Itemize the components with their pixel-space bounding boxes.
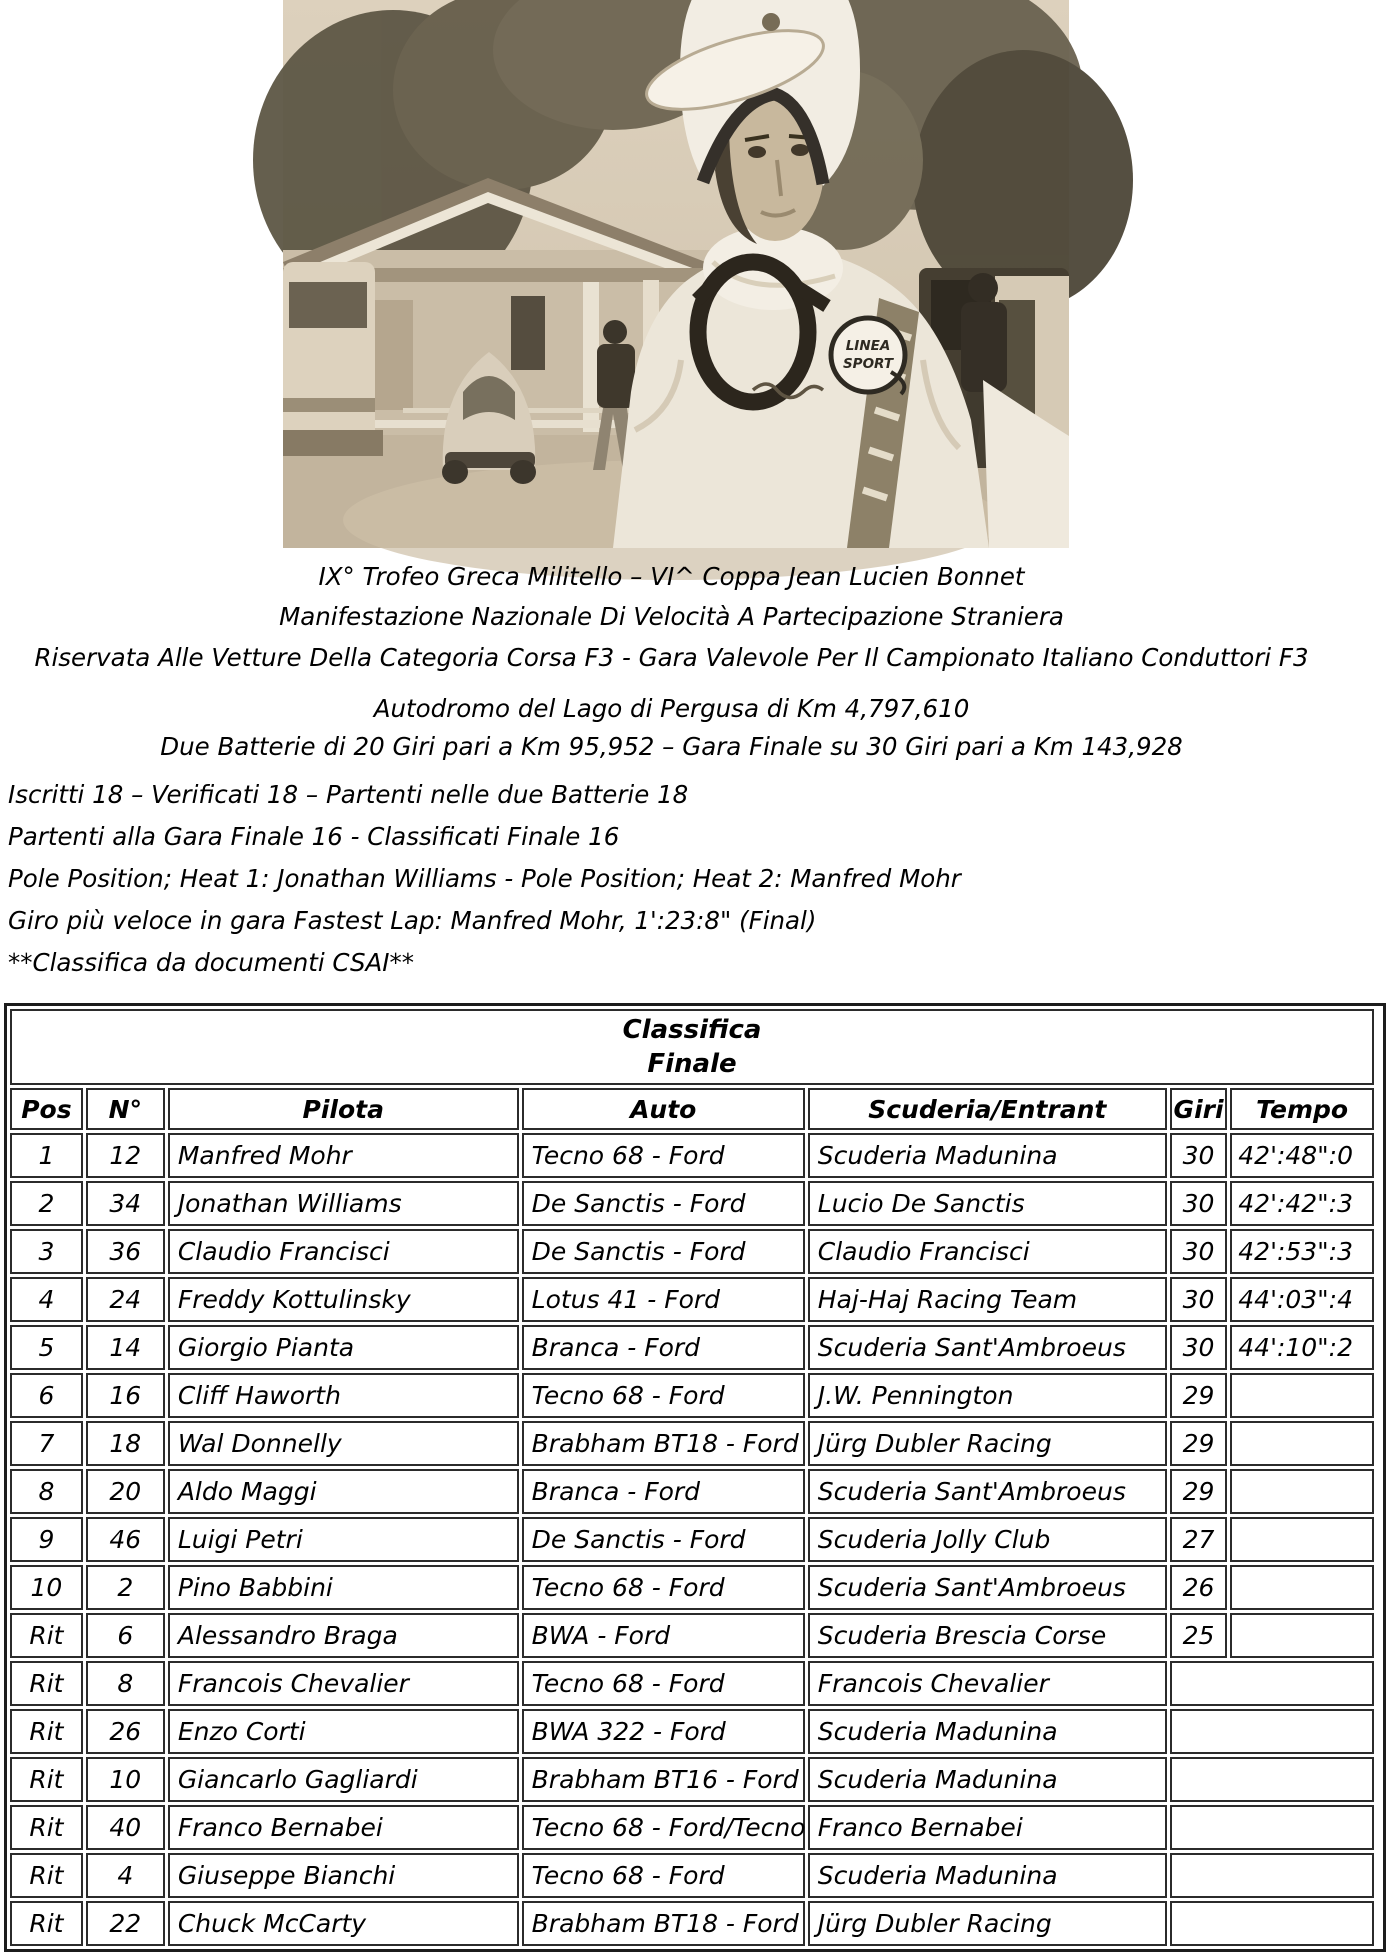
cell-scuderia: Scuderia Sant'Ambroeus xyxy=(808,1469,1167,1514)
cell-scuderia: Jürg Dubler Racing xyxy=(808,1421,1167,1466)
cell-pilota: Cliff Haworth xyxy=(168,1373,519,1418)
intro-line-title: IX° Trofeo Greca Militello – VI^ Coppa Jean Lucien Bonnet xyxy=(318,562,1025,591)
col-header-tempo: Tempo xyxy=(1230,1088,1374,1130)
cell-giri: 30 xyxy=(1170,1181,1227,1226)
col-header-scuderia: Scuderia/Entrant xyxy=(808,1088,1167,1130)
table-row xyxy=(10,1229,1374,1274)
table-row xyxy=(10,1373,1374,1418)
table-row xyxy=(10,1133,1374,1178)
cell-tempo xyxy=(1230,1565,1374,1610)
cell-number: 22 xyxy=(86,1901,165,1946)
cell-tempo xyxy=(1230,1373,1374,1418)
cell-pos: 1 xyxy=(10,1133,83,1178)
cell-auto: De Sanctis - Ford xyxy=(522,1181,805,1226)
cell-scuderia: Francois Chevalier xyxy=(808,1661,1167,1706)
cell-scuderia: Scuderia Madunina xyxy=(808,1853,1167,1898)
cell-pos: 8 xyxy=(10,1469,83,1514)
cell-pilota: Luigi Petri xyxy=(168,1517,519,1562)
badge xyxy=(831,318,905,392)
cell-pos: 4 xyxy=(10,1277,83,1322)
cell-tempo: 44':03":4 xyxy=(1230,1277,1374,1322)
cell-pilota: Chuck McCarty xyxy=(168,1901,519,1946)
cell-giri: 30 xyxy=(1170,1229,1227,1274)
intro-line-distance: Due Batterie di 20 Giri pari a Km 95,952 – Gara Finale su 30 Giri pari a Km 143,928 xyxy=(160,732,1183,761)
badge-text-2: SPORT xyxy=(842,356,894,372)
table-row xyxy=(10,1757,1374,1802)
cell-pos: 2 xyxy=(10,1181,83,1226)
cell-tempo: 42':53":3 xyxy=(1230,1229,1374,1274)
cell-auto: Tecno 68 - Ford xyxy=(522,1565,805,1610)
cell-pilota: Wal Donnelly xyxy=(168,1421,519,1466)
cell-number: 20 xyxy=(86,1469,165,1514)
cell-pos: 3 xyxy=(10,1229,83,1274)
table-row xyxy=(10,1661,1374,1706)
cell-number: 24 xyxy=(86,1277,165,1322)
cell-giri: 29 xyxy=(1170,1373,1227,1418)
cell-scuderia: J.W. Pennington xyxy=(808,1373,1167,1418)
cell-pilota: Francois Chevalier xyxy=(168,1661,519,1706)
cell-tempo xyxy=(1230,1517,1374,1562)
cell-pos: Rit xyxy=(10,1853,83,1898)
cell-pilota: Aldo Maggi xyxy=(168,1469,519,1514)
cell-pos: Rit xyxy=(10,1757,83,1802)
cell-number: 26 xyxy=(86,1709,165,1754)
cell-number: 8 xyxy=(86,1661,165,1706)
cell-giri: 30 xyxy=(1170,1277,1227,1322)
col-header-pos: Pos xyxy=(10,1088,83,1130)
col-header-pilota: Pilota xyxy=(168,1088,519,1130)
cell-auto: Branca - Ford xyxy=(522,1469,805,1514)
cell-pos: 7 xyxy=(10,1421,83,1466)
cell-auto: Brabham BT18 - Ford xyxy=(522,1901,805,1946)
intro-line-source: **Classifica da documenti CSAI** xyxy=(8,948,415,977)
cell-tempo: 44':10":2 xyxy=(1230,1325,1374,1370)
cell-auto: BWA 322 - Ford xyxy=(522,1709,805,1754)
photo-canvas xyxy=(283,0,1069,548)
cell-auto: Brabham BT18 - Ford xyxy=(522,1421,805,1466)
table-row xyxy=(10,1517,1374,1562)
cell-number: 10 xyxy=(86,1757,165,1802)
cell-pilota: Claudio Francisci xyxy=(168,1229,519,1274)
cell-giri-tempo-merged xyxy=(1170,1853,1374,1898)
col-header-auto: Auto xyxy=(522,1088,805,1130)
table-row xyxy=(10,1469,1374,1514)
cell-pilota: Giorgio Pianta xyxy=(168,1325,519,1370)
results-table xyxy=(7,1006,1377,1949)
cell-number: 36 xyxy=(86,1229,165,1274)
cell-pos: 10 xyxy=(10,1565,83,1610)
intro-line-starters: Partenti alla Gara Finale 16 - Classificati Finale 16 xyxy=(8,822,620,851)
cell-auto: Tecno 68 - Ford xyxy=(522,1661,805,1706)
cell-scuderia: Claudio Francisci xyxy=(808,1229,1167,1274)
cell-number: 40 xyxy=(86,1805,165,1850)
intro-line-category: Riservata Alle Vetture Della Categoria Corsa F3 - Gara Valevole Per Il Campionato Italiano Conduttori F3 xyxy=(34,643,1309,672)
cell-pilota: Jonathan Williams xyxy=(168,1181,519,1226)
cell-pilota: Giancarlo Gagliardi xyxy=(168,1757,519,1802)
cell-auto: De Sanctis - Ford xyxy=(522,1517,805,1562)
cell-auto: Brabham BT16 - Ford xyxy=(522,1757,805,1802)
intro-line-circuit: Autodromo del Lago di Pergusa di Km 4,797,610 xyxy=(373,694,970,723)
cell-scuderia: Scuderia Sant'Ambroeus xyxy=(808,1565,1167,1610)
cell-giri-tempo-merged xyxy=(1170,1709,1374,1754)
cell-giri: 27 xyxy=(1170,1517,1227,1562)
cell-giri: 30 xyxy=(1170,1325,1227,1370)
cell-auto: Lotus 41 - Ford xyxy=(522,1277,805,1322)
cell-scuderia: Scuderia Madunina xyxy=(808,1133,1167,1178)
cell-scuderia: Scuderia Madunina xyxy=(808,1757,1167,1802)
intro-line-entries: Iscritti 18 – Verificati 18 – Partenti nelle due Batterie 18 xyxy=(8,780,689,809)
cell-giri-tempo-merged xyxy=(1170,1901,1374,1946)
cell-scuderia: Scuderia Brescia Corse xyxy=(808,1613,1167,1658)
cell-giri: 26 xyxy=(1170,1565,1227,1610)
cell-pos: Rit xyxy=(10,1613,83,1658)
cell-pilota: Giuseppe Bianchi xyxy=(168,1853,519,1898)
cell-pos: 5 xyxy=(10,1325,83,1370)
cell-number: 2 xyxy=(86,1565,165,1610)
table-row xyxy=(10,1421,1374,1466)
cell-pos: Rit xyxy=(10,1901,83,1946)
cell-number: 46 xyxy=(86,1517,165,1562)
cell-giri: 29 xyxy=(1170,1469,1227,1514)
cell-scuderia: Scuderia Jolly Club xyxy=(808,1517,1167,1562)
table-title-row xyxy=(10,1009,1374,1085)
cell-auto: De Sanctis - Ford xyxy=(522,1229,805,1274)
intro-line-pole: Pole Position; Heat 1: Jonathan Williams - Pole Position; Heat 2: Manfred Mohr xyxy=(8,864,961,893)
cell-scuderia: Scuderia Madunina xyxy=(808,1709,1167,1754)
cell-number: 16 xyxy=(86,1373,165,1418)
col-header-giri: Giri xyxy=(1170,1088,1227,1130)
table-row xyxy=(10,1277,1374,1322)
table-body xyxy=(10,1133,1374,1946)
cell-pos: Rit xyxy=(10,1661,83,1706)
cell-pos: 6 xyxy=(10,1373,83,1418)
table-title-line2: Finale xyxy=(647,1049,737,1079)
event-photo xyxy=(283,0,1069,548)
cell-giri: 30 xyxy=(1170,1133,1227,1178)
cell-pilota: Enzo Corti xyxy=(168,1709,519,1754)
cell-giri: 29 xyxy=(1170,1421,1227,1466)
cell-auto: Tecno 68 - Ford xyxy=(522,1133,805,1178)
cell-scuderia: Haj-Haj Racing Team xyxy=(808,1277,1167,1322)
cell-auto: BWA - Ford xyxy=(522,1613,805,1658)
cell-tempo xyxy=(1230,1613,1374,1658)
cell-pos: 9 xyxy=(10,1517,83,1562)
table-title-cell xyxy=(10,1009,1374,1085)
intro-line-event: Manifestazione Nazionale Di Velocità A Partecipazione Straniera xyxy=(279,602,1064,631)
table-row xyxy=(10,1565,1374,1610)
cell-auto: Branca - Ford xyxy=(522,1325,805,1370)
col-header-num: N° xyxy=(86,1088,165,1130)
cell-giri-tempo-merged xyxy=(1170,1661,1374,1706)
table-row xyxy=(10,1613,1374,1658)
intro-line-fastest-lap: Giro più veloce in gara Fastest Lap: Manfred Mohr, 1':23:8" (Final) xyxy=(8,906,817,935)
cell-tempo: 42':48":0 xyxy=(1230,1133,1374,1178)
cell-number: 14 xyxy=(86,1325,165,1370)
badge-text-1: LINEA xyxy=(845,338,891,354)
cell-scuderia: Lucio De Sanctis xyxy=(808,1181,1167,1226)
cell-number: 12 xyxy=(86,1133,165,1178)
table-header-row xyxy=(10,1088,1374,1130)
table-row xyxy=(10,1181,1374,1226)
table-row xyxy=(10,1805,1374,1850)
cell-tempo xyxy=(1230,1421,1374,1466)
cell-number: 4 xyxy=(86,1853,165,1898)
cell-scuderia: Jürg Dubler Racing xyxy=(808,1901,1167,1946)
cell-auto: Tecno 68 - Ford/Tecno xyxy=(522,1805,805,1850)
table-row xyxy=(10,1901,1374,1946)
table-title-line1: Classifica xyxy=(622,1015,762,1045)
table-row xyxy=(10,1325,1374,1370)
cell-pos: Rit xyxy=(10,1805,83,1850)
results-table-frame xyxy=(4,1003,1386,1952)
cell-pilota: Manfred Mohr xyxy=(168,1133,519,1178)
cell-giri-tempo-merged xyxy=(1170,1805,1374,1850)
cell-pilota: Alessandro Braga xyxy=(168,1613,519,1658)
cell-auto: Tecno 68 - Ford xyxy=(522,1853,805,1898)
cell-scuderia: Franco Bernabei xyxy=(808,1805,1167,1850)
cell-giri: 25 xyxy=(1170,1613,1227,1658)
cell-pilota: Franco Bernabei xyxy=(168,1805,519,1850)
cell-pilota: Pino Babbini xyxy=(168,1565,519,1610)
cell-number: 6 xyxy=(86,1613,165,1658)
cell-pos: Rit xyxy=(10,1709,83,1754)
van-left xyxy=(283,262,383,456)
cell-giri-tempo-merged xyxy=(1170,1757,1374,1802)
table-row xyxy=(10,1709,1374,1754)
cell-scuderia: Scuderia Sant'Ambroeus xyxy=(808,1325,1167,1370)
cell-auto: Tecno 68 - Ford xyxy=(522,1373,805,1418)
cell-tempo: 42':42":3 xyxy=(1230,1181,1374,1226)
cell-pilota: Freddy Kottulinsky xyxy=(168,1277,519,1322)
cell-number: 34 xyxy=(86,1181,165,1226)
table-row xyxy=(10,1853,1374,1898)
cell-tempo xyxy=(1230,1469,1374,1514)
cell-number: 18 xyxy=(86,1421,165,1466)
